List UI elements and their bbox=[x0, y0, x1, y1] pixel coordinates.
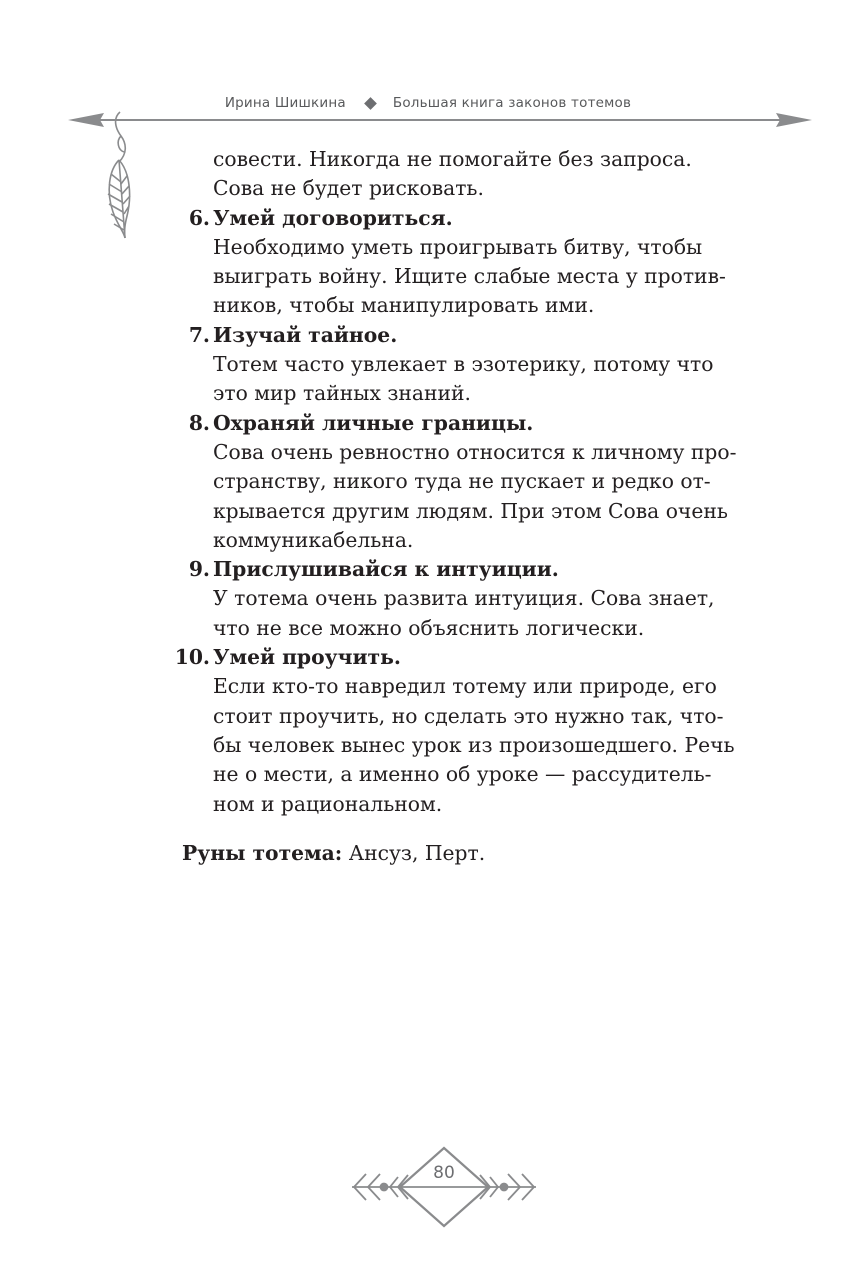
item-line: Тотем часто увлекает в эзотерику, потому что bbox=[213, 352, 714, 377]
item-line: Если кто-то навредил тотему или природе, его bbox=[213, 674, 717, 699]
item-body bbox=[213, 233, 744, 321]
item-number: 7. bbox=[188, 322, 210, 347]
item-line: стоит проучить, но сделать это нужно так, что- bbox=[213, 703, 724, 728]
list-item bbox=[182, 321, 744, 409]
item-number: 9. bbox=[188, 557, 210, 582]
totem-runes bbox=[182, 839, 744, 868]
item-number: 8. bbox=[188, 410, 210, 435]
item-line: ном и рациональном. bbox=[213, 791, 443, 816]
item-line: что не все можно объяснить логически. bbox=[213, 615, 645, 640]
header-book-title: Большая книга законов тотемов bbox=[392, 95, 632, 111]
feather-icon bbox=[108, 112, 130, 238]
item-title: Охраняй личные границы. bbox=[213, 410, 534, 435]
list-item bbox=[182, 204, 744, 321]
item-body bbox=[213, 438, 744, 555]
item-line: бы человек вынес урок из произошедшего. Речь bbox=[213, 732, 735, 757]
item-body bbox=[213, 350, 744, 409]
item-body bbox=[213, 584, 744, 643]
intro-line: Сова не будет рисковать. bbox=[213, 176, 484, 201]
item-title: Прислушивайся к интуиции. bbox=[213, 557, 559, 582]
runes-label: Руны тотема: bbox=[182, 840, 343, 865]
item-line: выиграть войну. Ищите слабые места у против- bbox=[213, 264, 726, 289]
item-title: Умей проучить. bbox=[213, 645, 401, 670]
item-line: крывается другим людям. При этом Сова очень bbox=[213, 498, 728, 523]
item-line: Необходимо уметь проигрывать битву, чтобы bbox=[213, 234, 703, 259]
diamond-icon bbox=[364, 97, 377, 110]
item-line: странству, никого туда не пускает и редко от- bbox=[213, 469, 711, 494]
item-number: 6. bbox=[188, 205, 210, 230]
item-line: Сова очень ревностно относится к личному про- bbox=[213, 439, 737, 464]
item-line: У тотема очень развита интуиция. Сова знает, bbox=[213, 586, 715, 611]
item-number: 10. bbox=[174, 645, 210, 670]
page-body bbox=[174, 145, 744, 868]
item-line: это мир тайных знаний. bbox=[213, 381, 472, 406]
list-item bbox=[182, 555, 744, 643]
item-body bbox=[213, 672, 744, 818]
page-number-diamond-frame bbox=[400, 1148, 488, 1226]
intro-paragraph bbox=[182, 145, 744, 204]
page-number: 80 bbox=[433, 1163, 455, 1183]
runes-value: Ансуз, Перт. bbox=[348, 840, 486, 865]
header-author: Ирина Шишкина bbox=[224, 95, 346, 111]
item-line: ников, чтобы манипулировать ими. bbox=[213, 293, 595, 318]
item-title: Изучай тайное. bbox=[213, 322, 398, 347]
item-line: коммуникабельна. bbox=[213, 527, 414, 552]
list-item bbox=[182, 409, 744, 555]
item-line: не о мести, а именно об уроке — рассудитель- bbox=[213, 762, 712, 787]
intro-line: совести. Никогда не помогайте без запроса. bbox=[213, 147, 692, 171]
running-header bbox=[0, 91, 856, 115]
item-title: Умей договориться. bbox=[213, 205, 453, 230]
list-item bbox=[174, 643, 744, 819]
